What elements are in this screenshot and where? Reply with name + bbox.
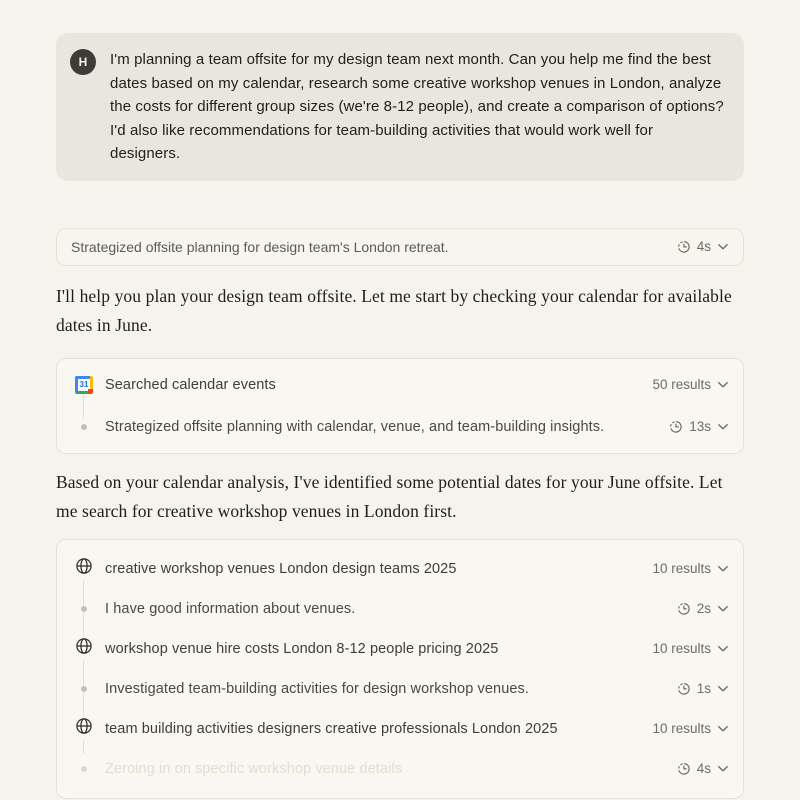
user-message-bubble bbox=[56, 33, 744, 181]
timer-clock-icon bbox=[676, 239, 691, 254]
chevron-down-icon bbox=[717, 381, 729, 389]
web-search-globe-icon bbox=[75, 557, 93, 575]
thinking-row[interactable] bbox=[75, 410, 729, 444]
web-search-row[interactable] bbox=[75, 629, 729, 669]
thinking-summary-label: Strategized offsite planning for design team's London retreat. bbox=[71, 238, 449, 255]
search-results-count: 10 results bbox=[652, 721, 711, 736]
thinking-row-in-progress[interactable] bbox=[75, 749, 729, 789]
step-dot-icon bbox=[81, 606, 87, 612]
thinking-row-label: Strategized offsite planning with calendar, venue, and team-building insights. bbox=[105, 418, 605, 435]
chevron-down-icon bbox=[717, 605, 729, 613]
chevron-down-icon bbox=[717, 685, 729, 693]
calendar-results-count: 50 results bbox=[652, 377, 711, 392]
thinking-duration: 13s bbox=[689, 419, 711, 434]
web-search-query: creative workshop venues London design teams 2025 bbox=[105, 560, 457, 577]
timer-clock-icon bbox=[668, 419, 683, 434]
thinking-row[interactable] bbox=[75, 589, 729, 629]
thinking-row[interactable] bbox=[75, 669, 729, 709]
thinking-summary-meta bbox=[676, 239, 729, 254]
chevron-down-icon bbox=[717, 645, 729, 653]
assistant-paragraph: Based on your calendar analysis, I've identified some potential dates for your June offsite. Let me search for creative workshop venues in London first. bbox=[56, 471, 723, 521]
calendar-search-row[interactable] bbox=[75, 368, 729, 402]
chevron-down-icon bbox=[717, 765, 729, 773]
step-dot-icon bbox=[81, 766, 87, 772]
chevron-down-icon bbox=[717, 725, 729, 733]
chat-conversation bbox=[56, 0, 744, 800]
assistant-paragraph: I'll help you plan your design team offsite. Let me start by checking your calendar for available dates in June. bbox=[56, 285, 732, 335]
user-avatar-initial: H bbox=[78, 55, 88, 69]
search-results-count: 10 results bbox=[652, 641, 711, 656]
web-search-row[interactable] bbox=[75, 709, 729, 749]
chevron-down-icon bbox=[717, 565, 729, 573]
calendar-search-card bbox=[56, 358, 744, 454]
thinking-duration: 2s bbox=[696, 601, 711, 616]
step-dot-icon bbox=[81, 686, 87, 692]
thinking-duration: 4s bbox=[696, 239, 711, 254]
google-calendar-icon: 31 bbox=[75, 376, 93, 394]
web-search-card bbox=[56, 539, 744, 799]
web-search-query: workshop venue hire costs London 8-12 people pricing 2025 bbox=[105, 640, 499, 657]
timer-clock-icon bbox=[676, 761, 691, 776]
timer-clock-icon bbox=[676, 681, 691, 696]
thinking-duration: 4s bbox=[696, 761, 711, 776]
web-search-globe-icon bbox=[75, 637, 93, 655]
chevron-down-icon bbox=[717, 243, 729, 251]
timer-clock-icon bbox=[676, 601, 691, 616]
user-message-text: I'm planning a team offsite for my design team next month. Can you help me find the best dates based on my calendar, research some creative workshop venues in London, analyze the costs for different group sizes (we're 8-12 people), and create a comparison of options? I'd also like recommendations for team-building activities that would work well for designers. bbox=[110, 51, 724, 162]
thinking-duration: 1s bbox=[696, 681, 711, 696]
web-search-query: team building activities designers creative professionals London 2025 bbox=[105, 720, 558, 737]
thinking-row-label: Investigated team-building activities for design workshop venues. bbox=[105, 680, 530, 697]
step-dot-icon bbox=[81, 424, 87, 430]
thinking-row-label: I have good information about venues. bbox=[105, 600, 356, 617]
thinking-summary-row[interactable] bbox=[56, 228, 744, 266]
calendar-search-label: Searched calendar events bbox=[105, 376, 276, 393]
user-avatar bbox=[70, 49, 96, 75]
web-search-row[interactable] bbox=[75, 549, 729, 589]
chevron-down-icon bbox=[717, 423, 729, 431]
thinking-row-label: Zeroing in on specific workshop venue details bbox=[105, 760, 403, 777]
search-results-count: 10 results bbox=[652, 561, 711, 576]
web-search-globe-icon bbox=[75, 717, 93, 735]
